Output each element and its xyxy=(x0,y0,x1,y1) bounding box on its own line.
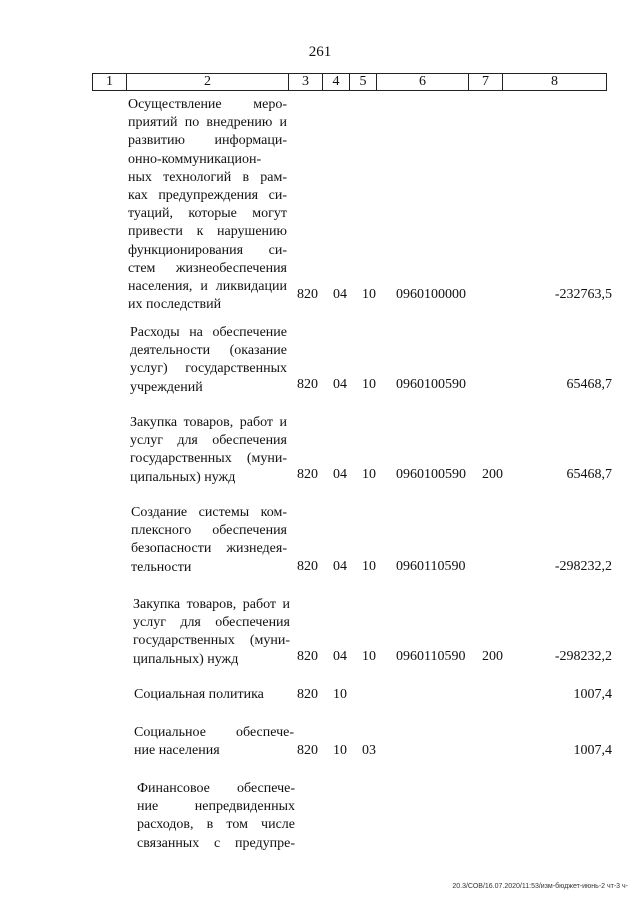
cell-amount: 65468,7 xyxy=(566,467,612,482)
cell-target-article: 0960100590 xyxy=(396,377,466,392)
cell-ministry: 820 xyxy=(297,377,318,392)
desc-line: Финансовое обеспече- xyxy=(137,781,295,796)
cell-section: 10 xyxy=(333,687,347,702)
cell-amount: -298232,2 xyxy=(554,559,612,574)
desc-line: онно-коммуникацион- xyxy=(128,151,262,167)
row-description xyxy=(131,504,287,577)
cell-amount: 1007,4 xyxy=(573,687,612,702)
cell-section: 04 xyxy=(333,649,347,664)
desc-line: услуг для обеспечения xyxy=(133,615,290,631)
desc-line: ках предупреждения си- xyxy=(128,188,287,204)
header-col-2: 2 xyxy=(127,74,289,90)
desc-line: деятельности (оказание xyxy=(130,343,287,359)
header-col-8: 8 xyxy=(551,74,558,89)
page-number: 261 xyxy=(308,44,332,60)
header-col-1: 1 xyxy=(93,74,127,90)
cell-expense-type: 200 xyxy=(482,467,503,482)
row-description xyxy=(128,96,287,314)
row-description xyxy=(130,324,287,397)
header-col-5: 5 xyxy=(350,74,377,90)
cell-target-article: 0960110590 xyxy=(396,559,466,574)
desc-line: учреждений xyxy=(130,379,203,395)
desc-line: государственных (муни- xyxy=(130,451,287,467)
desc-line: приятий по внедрению и xyxy=(128,115,287,131)
desc-line: услуг для обеспечения xyxy=(130,433,287,449)
row-description xyxy=(134,686,294,704)
desc-line: их последствий xyxy=(128,297,222,313)
cell-subsection: 10 xyxy=(362,649,376,664)
desc-line: ние населения xyxy=(134,743,220,759)
desc-line: расходов, в том числе xyxy=(137,817,295,833)
desc-line: Расходы на обеспечение xyxy=(130,325,287,340)
desc-line: Закупка товаров, работ и xyxy=(130,415,287,430)
cell-subsection: 10 xyxy=(362,287,376,302)
row-description xyxy=(134,724,294,760)
desc-line: связанных с предупре- xyxy=(137,835,295,851)
cell-target-article: 0960100590 xyxy=(396,467,466,482)
row-description xyxy=(130,414,287,487)
cell-target-article: 0960100000 xyxy=(396,287,466,302)
desc-line: Создание системы ком- xyxy=(131,505,287,520)
table-header xyxy=(92,73,607,91)
cell-section: 04 xyxy=(333,287,347,302)
cell-subsection: 03 xyxy=(362,743,376,758)
desc-line: Закупка товаров, работ и xyxy=(133,597,290,612)
cell-subsection: 10 xyxy=(362,467,376,482)
cell-subsection: 10 xyxy=(362,377,376,392)
desc-line: ципальных) нужд xyxy=(130,469,236,485)
desc-line: развитию информаци- xyxy=(128,133,287,149)
cell-ministry: 820 xyxy=(297,559,318,574)
header-col-6: 6 xyxy=(377,74,469,90)
document-footer: 20.3/СОВ/16.07.2020/11:53/изм-бюджет-июнь-2 чт-3 ч- xyxy=(452,883,628,890)
desc-line: Социальная политика xyxy=(134,687,264,702)
desc-line: населения, и ликвидации xyxy=(128,279,287,295)
cell-ministry: 820 xyxy=(297,467,318,482)
desc-line: Осуществление меро- xyxy=(128,97,287,112)
desc-line: привести к нарушению xyxy=(128,224,287,240)
cell-ministry: 820 xyxy=(297,687,318,702)
desc-line: туаций, которые могут xyxy=(128,206,287,222)
desc-line: государственных (муни- xyxy=(133,633,290,649)
cell-expense-type: 200 xyxy=(482,649,503,664)
desc-line: безопасности жизнедея- xyxy=(131,541,287,557)
cell-ministry: 820 xyxy=(297,287,318,302)
cell-ministry: 820 xyxy=(297,649,318,664)
desc-line: ние непредвиденных xyxy=(137,799,295,815)
cell-amount: -298232,2 xyxy=(554,649,612,664)
desc-line: тельности xyxy=(131,559,192,575)
cell-target-article: 0960110590 xyxy=(396,649,466,664)
cell-amount: -232763,5 xyxy=(554,287,612,302)
cell-amount: 1007,4 xyxy=(573,743,612,758)
header-col-4: 4 xyxy=(323,74,350,90)
desc-line: Социальное обеспече- xyxy=(134,725,294,740)
cell-section: 04 xyxy=(333,377,347,392)
desc-line: функционирования си- xyxy=(128,242,287,258)
cell-amount: 65468,7 xyxy=(566,377,612,392)
desc-line: плексного обеспечения xyxy=(131,523,287,539)
cell-ministry: 820 xyxy=(297,743,318,758)
header-col-3: 3 xyxy=(289,74,323,90)
cell-section: 04 xyxy=(333,559,347,574)
desc-line: ципальных) нужд xyxy=(133,651,239,667)
cell-subsection: 10 xyxy=(362,559,376,574)
desc-line: стем жизнеобеспечения xyxy=(128,260,287,276)
desc-line: услуг) государственных xyxy=(130,361,287,377)
row-description xyxy=(137,780,295,853)
header-col-7: 7 xyxy=(469,74,503,90)
cell-section: 04 xyxy=(333,467,347,482)
desc-line: ных технологий в рам- xyxy=(128,169,287,185)
cell-section: 10 xyxy=(333,743,347,758)
row-description xyxy=(133,596,290,669)
